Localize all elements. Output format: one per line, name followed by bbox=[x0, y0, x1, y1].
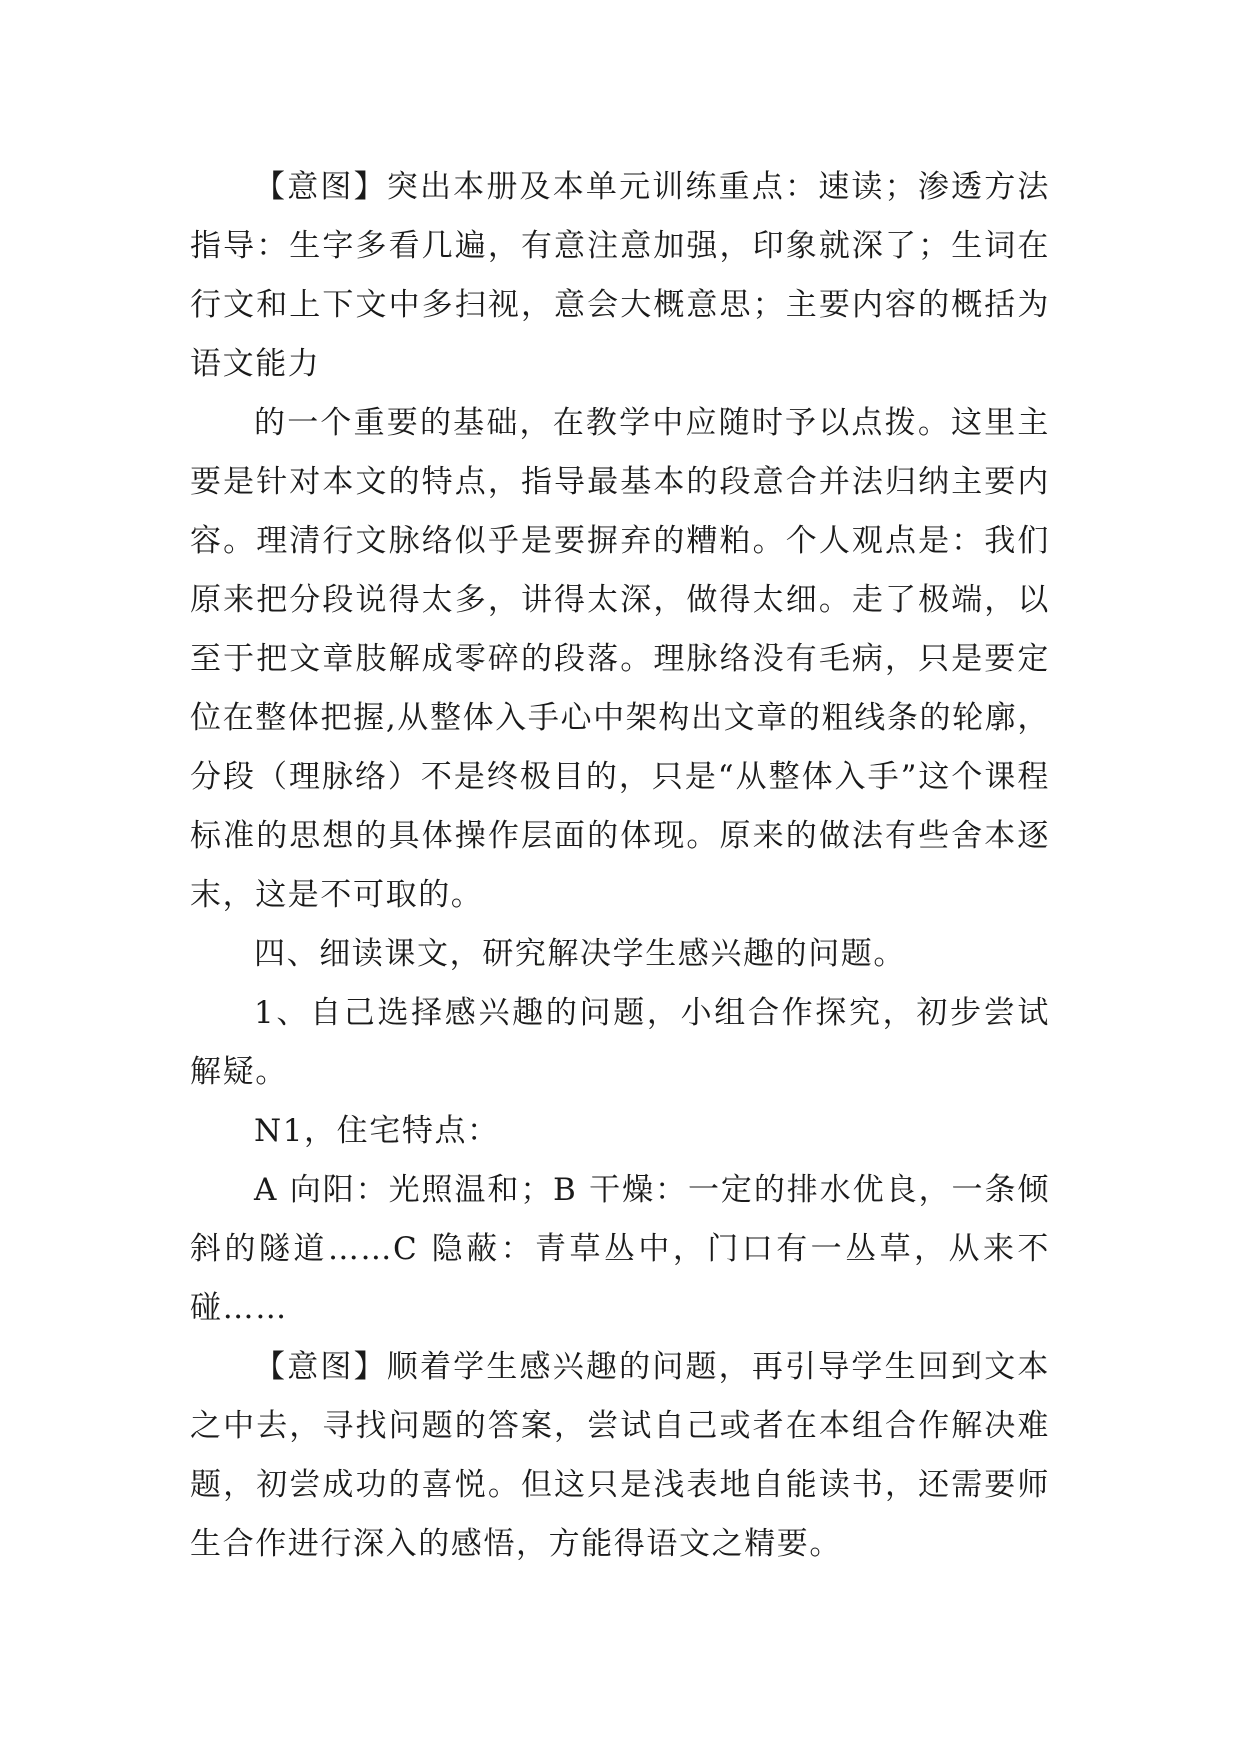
paragraph-step-1: 1、自己选择感兴趣的问题，小组合作探究，初步尝试解疑。 bbox=[190, 995, 1050, 1090]
paragraph-intent-1-continued: 的一个重要的基础，在教学中应随时予以点拨。这里主要是针对本文的特点，指导最基本的段意合并法归纳主要内容。理清行文脉络似乎是要摒弃的糟粕。个人观点是：我们原来把分段说得太多，讲得太深，做得太细。走了极端，以至于把文章肢解成零碎的段落。理脉络没有毛病，只是要定位在整体把握,从整体入手心中架构出文章的粗线条的轮廓，分段（理脉络）不是终极目的，只是“从整体入手”这个课程标准的思想的具体操作层面的体现。原来的做法有些舍本逐末，这是不可取的。 bbox=[190, 405, 1050, 913]
paragraph-section-four-heading: 四、细读课文，研究解决学生感兴趣的问题。 bbox=[254, 936, 906, 972]
paragraph-intent-2: 【意图】顺着学生感兴趣的问题，再引导学生回到文本之中去，寻找问题的答案，尝试自己或者在本组合作解决难题，初尝成功的喜悦。但这只是浅表地自能读书，还需要师生合作进行深入的感悟，方能得语文之精要。 bbox=[190, 1349, 1050, 1562]
paragraph-n1-heading: N1，住宅特点： bbox=[254, 1113, 500, 1149]
document-page bbox=[190, 158, 1050, 1574]
paragraph-residence-features: A 向阳：光照温和；B 干燥：一定的排水优良，一条倾斜的隧道……C 隐蔽：青草丛中，门口有一丛草，从来不碰…… bbox=[190, 1172, 1050, 1326]
paragraph-intent-1: 【意图】突出本册及本单元训练重点：速读；渗透方法指导：生字多看几遍，有意注意加强，印象就深了；生词在行文和上下文中多扫视，意会大概意思；主要内容的概括为语文能力 bbox=[190, 169, 1050, 382]
